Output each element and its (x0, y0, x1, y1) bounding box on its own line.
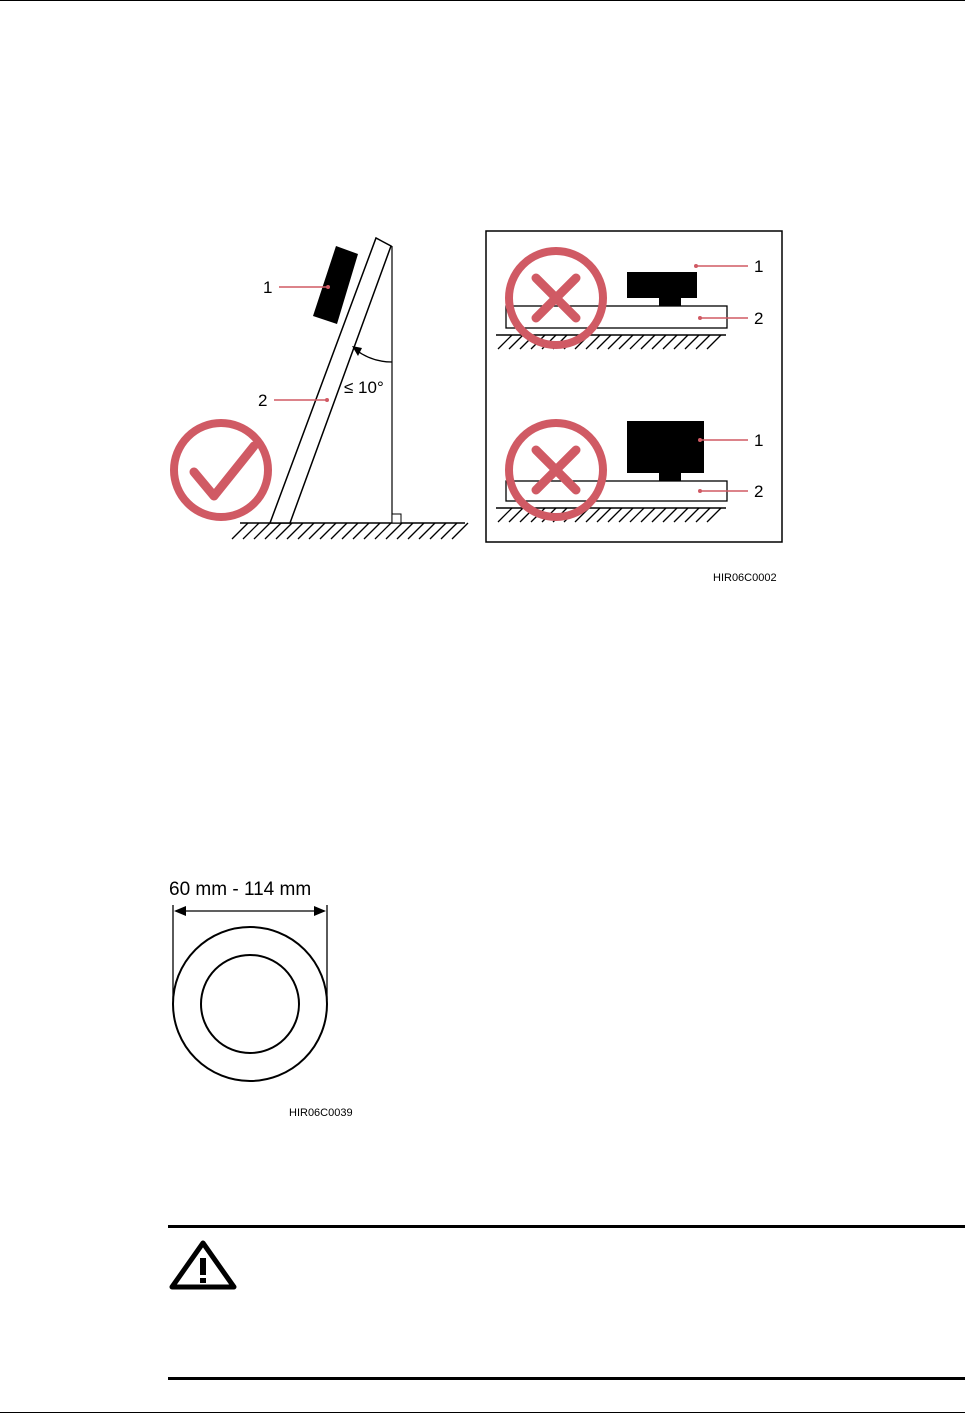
ground-hatch-line (597, 508, 611, 522)
ground-hatch-line (509, 508, 523, 522)
ground-hatch-line (630, 508, 644, 522)
pole-outer-circle (173, 927, 327, 1081)
ground-hatch-line (630, 335, 644, 349)
callout-1-left: 1 (263, 278, 273, 297)
header-rule (0, 0, 965, 1)
pole-diameter-figure (160, 872, 380, 1122)
ground-hatch-line (674, 335, 688, 349)
ground-hatch-line (674, 508, 688, 522)
ground-hatch-line (707, 508, 721, 522)
check-circle-icon (174, 423, 268, 517)
ground-hatch-line (498, 335, 512, 349)
dimension-label: 60 mm - 114 mm (169, 879, 312, 900)
pole-inner-circle (201, 955, 299, 1053)
ground-hatch-line (652, 508, 666, 522)
callout-2-top: 2 (754, 309, 764, 328)
ground-hatch-line (696, 335, 710, 349)
warning-triangle-icon (168, 1240, 238, 1290)
callout-2-left: 2 (258, 391, 268, 410)
right-angle-mark (392, 514, 401, 523)
callout-1-top: 1 (754, 257, 764, 276)
ground-left (232, 523, 468, 539)
ground-hatch-line (597, 335, 611, 349)
dimension-arrow-right (314, 906, 326, 916)
ground-hatch-line (641, 335, 655, 349)
ground-hatch-line (685, 335, 699, 349)
callout-2-bottom: 2 (754, 482, 764, 501)
ground-hatch-line (652, 335, 666, 349)
installation-angle-figure (160, 228, 800, 588)
ground-hatch-line (663, 508, 677, 522)
warning-bottom-rule (168, 1377, 965, 1380)
ground-hatch-line (696, 508, 710, 522)
ground-hatch-line (608, 508, 622, 522)
ground-hatch-line (586, 508, 600, 522)
angle-label: ≤ 10° (344, 378, 384, 397)
cross-circle-icon (509, 251, 603, 345)
callout-1-bottom: 1 (754, 431, 764, 450)
cross-circle-icon (509, 423, 603, 517)
incorrect-example-bottom (496, 421, 748, 522)
ground-hatch-line (641, 508, 655, 522)
warning-top-rule (168, 1225, 965, 1228)
figure2-id: HIR06C0039 (289, 1107, 353, 1119)
callout-2-left-dot (325, 398, 329, 402)
figure1-id: HIR06C0002 (713, 572, 777, 584)
ground-hatch-line (498, 508, 512, 522)
callout-1-left-dot (326, 285, 330, 289)
incorrect-example-top (496, 251, 748, 349)
dimension-arrow-left (174, 906, 186, 916)
ground-hatch-line (619, 335, 633, 349)
ground-hatch-line (663, 335, 677, 349)
ground-hatch-line (707, 335, 721, 349)
angle-arc (356, 350, 392, 362)
footer-rule (0, 1412, 965, 1413)
ground-hatch-line (619, 508, 633, 522)
ground-hatch-line (608, 335, 622, 349)
ground-hatch-line (509, 335, 523, 349)
ground-hatch-line (685, 508, 699, 522)
